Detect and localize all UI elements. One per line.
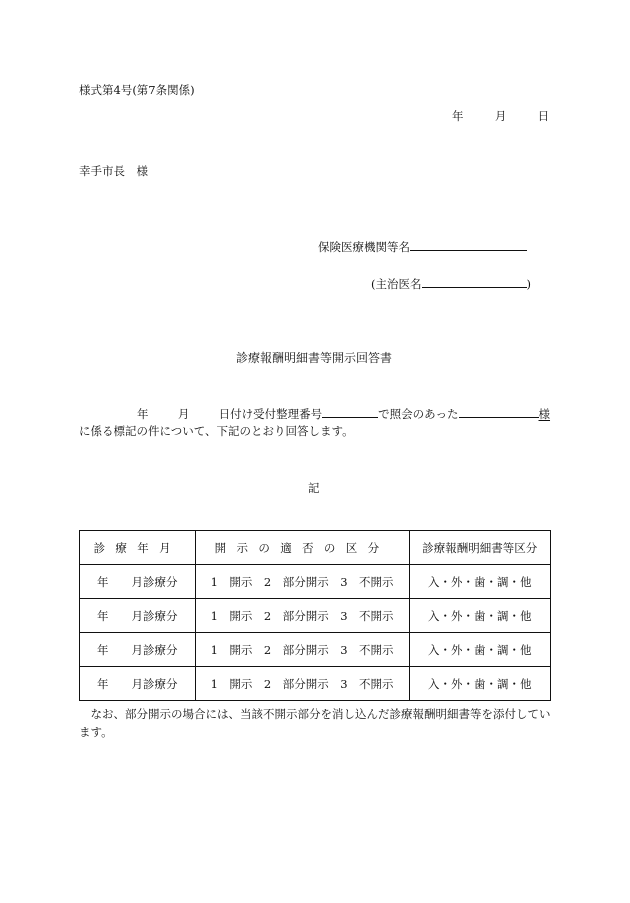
cell-kaiji-options[interactable]: 1 開示 2 部分開示 3 不開示 xyxy=(195,667,409,701)
reception-number-blank[interactable] xyxy=(322,405,378,418)
cell-shinryo-bun[interactable]: 年 月診療分 xyxy=(80,667,196,701)
cell-kubun-options[interactable]: 入・外・歯・調・他 xyxy=(409,599,550,633)
table-row xyxy=(80,667,551,701)
body-year: 年 xyxy=(137,407,149,421)
doctor-name-row xyxy=(371,275,531,292)
cell-shinryo-bun[interactable]: 年 月診療分 xyxy=(80,599,196,633)
header-meisaisho-kubun: 診療報酬明細書等区分 xyxy=(409,531,550,565)
body-sama: 様 xyxy=(538,407,551,421)
date-month: 月 xyxy=(494,109,507,123)
form-number: 様式第4号(第7条関係) xyxy=(79,83,195,97)
table-row xyxy=(80,633,551,667)
date-year: 年 xyxy=(452,109,464,123)
header-kaiji-kubun: 開示の適否の区分 xyxy=(195,531,409,565)
body-inquiry: で照会のあった xyxy=(378,407,459,421)
cell-kubun-options[interactable]: 入・外・歯・調・他 xyxy=(409,633,550,667)
body-line-2: に係る標記の件について、下記のとおり回答します。 xyxy=(79,424,354,438)
institution-label: 保険医療機関等名 xyxy=(318,240,410,254)
body-month: 月 xyxy=(177,407,190,421)
doctor-close: ) xyxy=(526,277,531,291)
institution-name-blank[interactable] xyxy=(410,238,527,251)
cell-kaiji-options[interactable]: 1 開示 2 部分開示 3 不開示 xyxy=(195,565,409,599)
body-received: 日付け受付整理番号 xyxy=(218,407,323,421)
ki-heading: 記 xyxy=(308,481,320,495)
note-paragraph: なお、部分開示の場合には、当該不開示部分を消し込んだ診療報酬明細書等を添付しています。 xyxy=(79,707,551,739)
header-shinryo-nengetsu: 診療年月 xyxy=(80,531,196,565)
document-title: 診療報酬明細書等開示回答書 xyxy=(236,351,393,365)
date-line xyxy=(452,108,549,124)
addressee: 幸手市長 様 xyxy=(79,164,148,178)
disclosure-table xyxy=(79,530,551,701)
doctor-name-blank[interactable] xyxy=(422,275,527,288)
date-day: 日 xyxy=(537,109,550,123)
table-row xyxy=(80,565,551,599)
table-header-row xyxy=(80,531,551,565)
doctor-label: (主治医名 xyxy=(371,277,422,291)
table-row xyxy=(80,599,551,633)
cell-kubun-options[interactable]: 入・外・歯・調・他 xyxy=(409,565,550,599)
body-line-1 xyxy=(137,405,550,422)
cell-shinryo-bun[interactable]: 年 月診療分 xyxy=(80,633,196,667)
cell-kaiji-options[interactable]: 1 開示 2 部分開示 3 不開示 xyxy=(195,599,409,633)
cell-kaiji-options[interactable]: 1 開示 2 部分開示 3 不開示 xyxy=(195,633,409,667)
cell-kubun-options[interactable]: 入・外・歯・調・他 xyxy=(409,667,550,701)
patient-name-blank[interactable] xyxy=(459,405,539,418)
institution-name-row xyxy=(318,238,527,255)
cell-shinryo-bun[interactable]: 年 月診療分 xyxy=(80,565,196,599)
